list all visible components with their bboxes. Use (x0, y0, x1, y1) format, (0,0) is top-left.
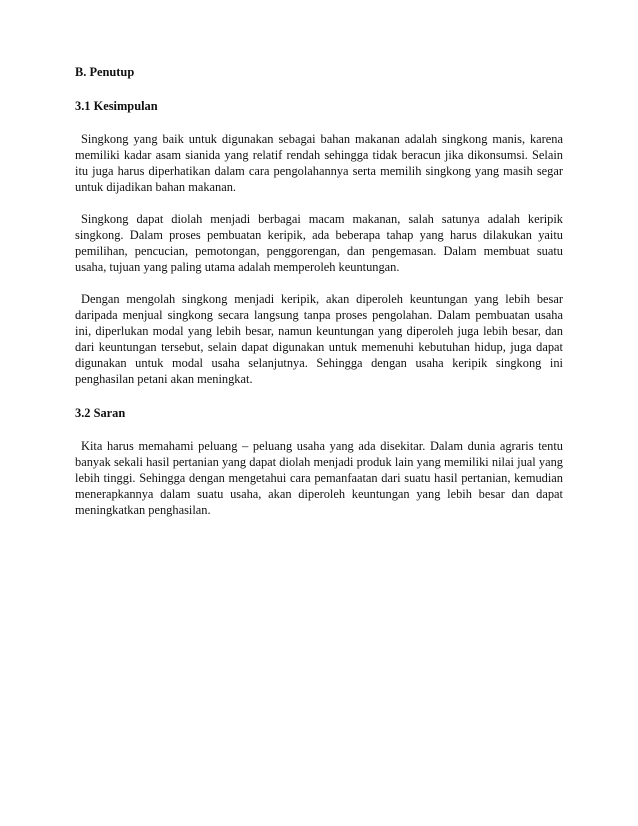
conclusion-paragraph-3: Dengan mengolah singkong menjadi keripik, akan diperoleh keuntungan yang lebih besar daripada menjual singkong secara langsung tanpa proses pengolahan. Dalam pembuatan usaha ini, diperlukan modal yang lebih besar, namun keuntungan yang diperoleh juga lebih besar, dan dari keuntungan tersebut, selain dapat digunakan untuk memenuhi kebutuhan hidup, juga dapat digunakan untuk modal usaha selanjutnya. Sehingga dengan usaha keripik singkong ini penghasilan petani akan meningkat. (75, 292, 563, 386)
spacer (75, 421, 563, 438)
conclusion-paragraph-2: Singkong dapat diolah menjadi berbagai macam makanan, salah satunya adalah keripik singkong. Dalam proses pembuatan keripik, ada beberapa tahap yang harus dilakukan yaitu pemilihan, pencucian, pemotongan, penggorengan, dan pengemasan. Dalam membuat suatu usaha, tujuan yang paling utama adalah memperoleh keuntungan. (75, 212, 563, 274)
section-title: B. Penutup (75, 65, 135, 79)
conclusion-paragraph-1: Singkong yang baik untuk digunakan sebagai bahan makanan adalah singkong manis, karena memiliki kadar asam sianida yang relatif rendah sehingga tidak beracun jika dikonsumsi. Selain itu juga harus diperhatikan dalam cara pengolahannya serta memilih singkong yang masih segar untuk dijadikan bahan makanan. (75, 132, 563, 194)
suggestion-paragraph-1: Kita harus memahami peluang – peluang usaha yang ada disekitar. Dalam dunia agraris tentu banyak sekali hasil pertanian yang dapat diolah menjadi produk lain yang memiliki nilai jual yang lebih tinggi. Sehingga dengan mengetahui cara pemanfaatan dari suatu hasil pertanian, kemudian menerapkannya dalam suatu usaha, akan diperoleh keuntungan yang lebih besar dan dapat meningkatkan penghasilan. (75, 439, 563, 517)
spacer (75, 387, 563, 405)
spacer (75, 195, 563, 211)
spacer (75, 80, 563, 98)
spacer (75, 114, 563, 131)
spacer (75, 275, 563, 291)
suggestion-heading: 3.2 Saran (75, 406, 126, 420)
conclusion-heading: 3.1 Kesimpulan (75, 99, 158, 113)
